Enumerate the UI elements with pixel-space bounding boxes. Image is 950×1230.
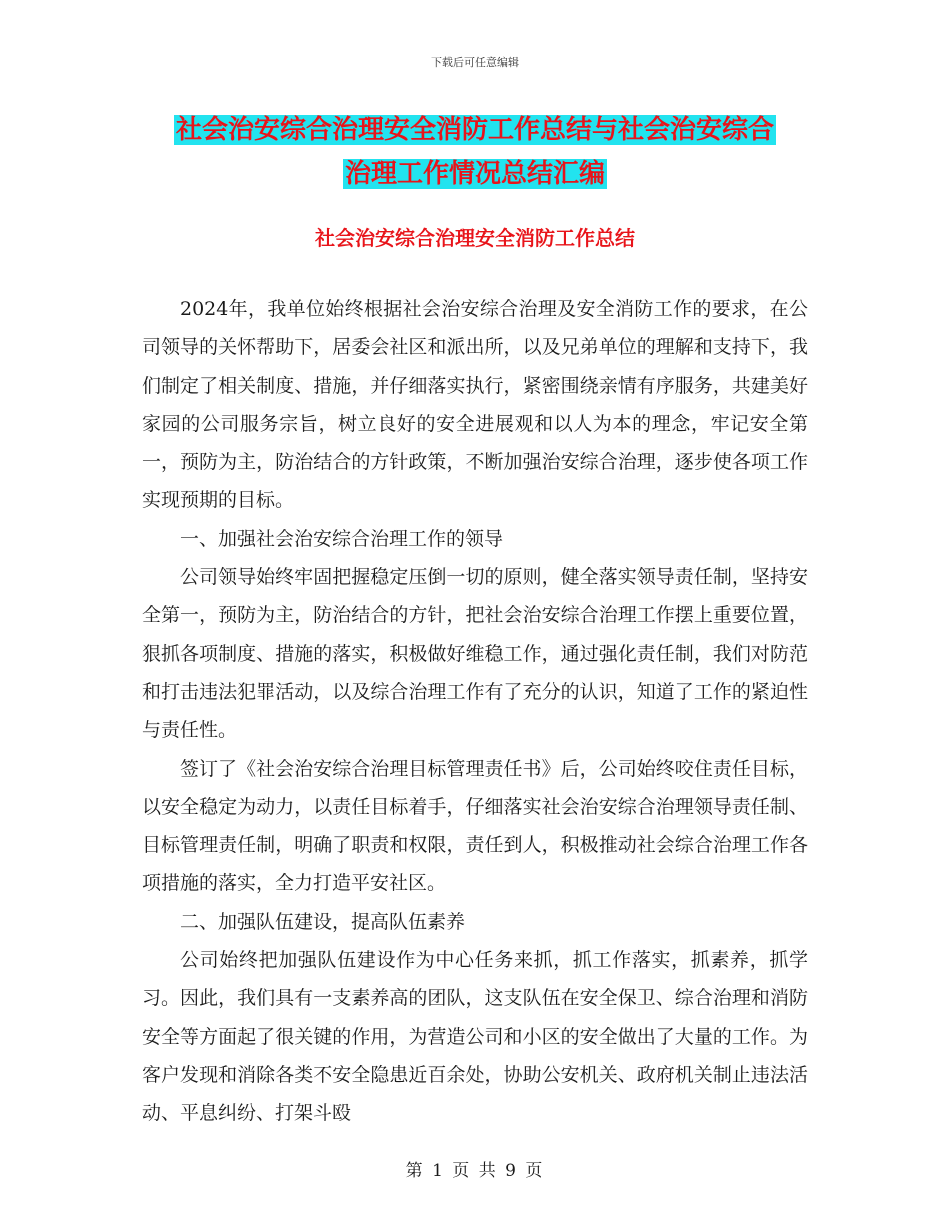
paragraph-responsibility: 签订了《社会治安综合治理目标管理责任书》后，公司始终咬住责任目标，以安全稳定为动力，以责任目标着手，仔细落实社会治安综合治理领导责任制、目标管理责任制，明确了职责和权限，责任到人，积极推动社会综合治理工作各项措施的落实，全力打造平安社区。 [142, 757, 808, 895]
heading-two: 二、加强队伍建设，提高队伍素养 [180, 910, 466, 933]
document-title [140, 108, 810, 196]
section-title: 社会治安综合治理安全消防工作总结 [315, 226, 635, 250]
page-number: 第 1 页 共 9 页 [405, 1161, 545, 1181]
paragraph-team: 公司始终把加强队伍建设作为中心任务来抓，抓工作落实，抓素养，抓学习。因此，我们具有一支素养高的团队，这支队伍在安全保卫、综合治理和消防安全等方面起了很关键的作用，为营造公司和小区的安全做出了大量的工作。为客户发现和消除各类不安全隐患近百余处，协助公安机关、政府机关制止违法活动、平息纠纷、打架斗殴 [142, 949, 808, 1125]
paragraph-leadership: 公司领导始终牢固把握稳定压倒一切的原则，健全落实领导责任制，坚持安全第一，预防为主，防治结合的方针，把社会治安综合治理工作摆上重要位置，狠抓各项制度、措施的落实，积极做好维稳工作，通过强化责任制，我们对防范和打击违法犯罪活动，以及综合治理工作有了充分的认识，知道了工作的紧迫性与责任性。 [142, 566, 808, 742]
title-line-1: 社会治安综合治理安全消防工作总结与社会治安综合 [175, 115, 774, 145]
heading-one: 一、加强社会治安综合治理工作的领导 [180, 527, 504, 550]
paragraph-intro: 2024年，我单位始终根据社会治安综合治理及安全消防工作的要求，在公司领导的关怀帮助下，居委会社区和派出所，以及兄弟单位的理解和支持下，我们制定了相关制度、措施，并仔细落实执行，紧密围绕亲情有序服务，共建美好家园的公司服务宗旨，树立良好的安全进展观和以人为本的理念，牢记安全第一，预防为主，防治结合的方针政策，不断加强治安综合治理，逐步使各项工作实现预期的目标。 [142, 298, 808, 512]
title-line-2: 治理工作情况总结汇编 [344, 159, 605, 189]
body-text [142, 290, 808, 1133]
header-note: 下载后可任意编辑 [431, 56, 519, 69]
